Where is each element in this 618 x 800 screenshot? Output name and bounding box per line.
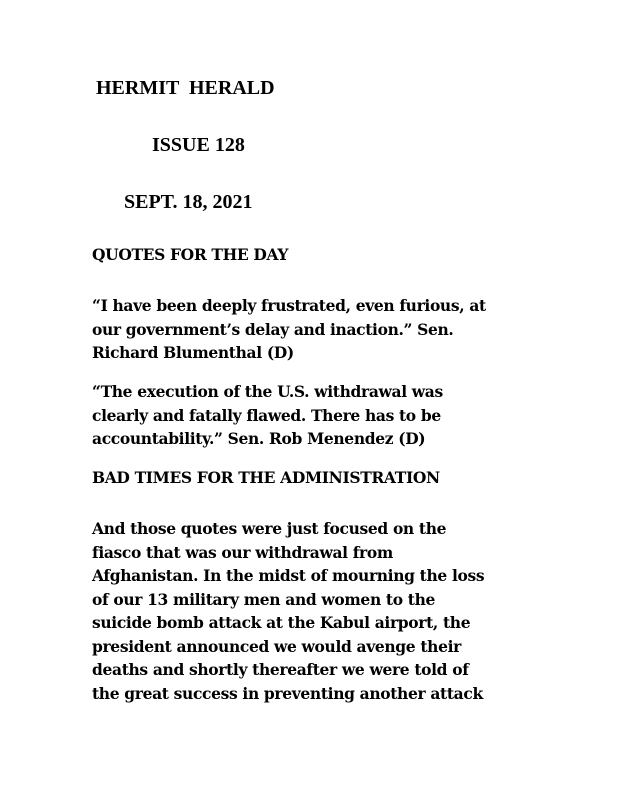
text-line: And those quotes were just focused on the xyxy=(92,519,447,538)
text-line: suicide bomb attack at the Kabul airport, the xyxy=(92,613,471,632)
text-line: Afghanistan. In the midst of mourning the loss xyxy=(92,566,485,585)
text-line: president announced we would avenge their xyxy=(92,636,461,656)
quote-blumenthal xyxy=(92,294,532,365)
quote-menendez xyxy=(92,380,532,451)
text-line: Richard Blumenthal (D) xyxy=(92,343,294,362)
text-line: deaths and shortly thereafter we were told of xyxy=(92,660,469,679)
article-paragraph xyxy=(92,517,532,705)
section-heading-quotes: QUOTES FOR THE DAY xyxy=(92,245,289,264)
text-line: fiasco that was our withdrawal from xyxy=(92,542,393,562)
newsletter-title: HERMIT HERALD xyxy=(96,77,275,99)
issue-number: ISSUE 128 xyxy=(152,134,245,156)
text-line: of our 13 military men and women to the xyxy=(92,589,435,609)
text-line: “I have been deeply frustrated, even furious, at xyxy=(92,296,486,315)
text-line: the great success in preventing another attack xyxy=(92,683,483,703)
text-line: our government’s delay and inaction.” Sen. xyxy=(92,319,454,339)
issue-date: SEPT. 18, 2021 xyxy=(124,191,253,213)
text-line: accountability.” Sen. Rob Menendez (D) xyxy=(92,429,426,448)
section-heading-bad-times: BAD TIMES FOR THE ADMINISTRATION xyxy=(92,468,440,487)
text-line: clearly and fatally flawed. There has to be xyxy=(92,405,441,425)
text-line: “The execution of the U.S. withdrawal was xyxy=(92,382,443,401)
